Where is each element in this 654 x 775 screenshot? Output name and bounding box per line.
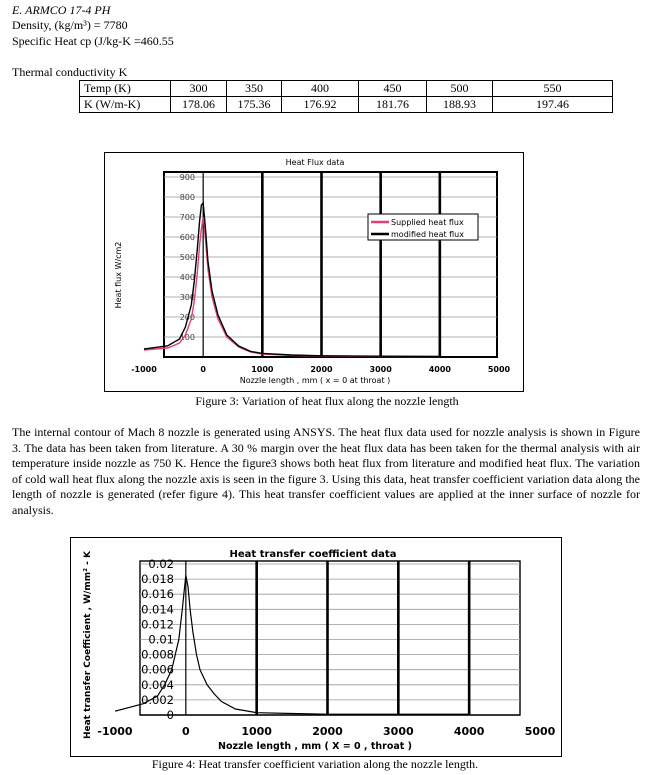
x-tick-label: 5000: [487, 365, 511, 374]
heat-transfer-coefficient-chart: [70, 537, 562, 757]
table-cell: 178.06: [171, 97, 227, 113]
table-cell: 350: [227, 81, 282, 97]
conductivity-table: [79, 80, 613, 113]
y-axis-label: Heat transfer Coefficient , W/mm² - K: [83, 550, 93, 740]
x-tick-label: -1000: [97, 725, 133, 738]
x-tick-label: 2000: [310, 365, 333, 374]
y-tick-label: 500: [179, 252, 195, 262]
table-row: [80, 81, 613, 97]
x-tick-label: 4000: [428, 365, 451, 374]
y-tick-label: 200: [179, 312, 195, 322]
y-axis-label: Heat flux W/cm2: [114, 241, 123, 309]
heat-flux-chart: [104, 152, 524, 392]
y-tick-label: 0.016: [141, 587, 174, 602]
y-tick-label: 600: [179, 232, 195, 242]
figure3-caption: Figure 3: Variation of heat flux along the nozzle length: [195, 394, 459, 408]
y-tick-label: 0.004: [141, 677, 174, 692]
y-tick-label: 800: [179, 192, 195, 202]
conductivity-label: Thermal conductivity K: [12, 65, 128, 79]
specific-heat-text: Specific Heat cp (J/kg-K =460.55: [12, 34, 174, 48]
legend-label: Supplied heat flux: [391, 218, 464, 227]
x-tick-label: 1000: [251, 365, 274, 374]
table-header-cell: K (W/m-K): [80, 97, 171, 113]
y-tick-label: 700: [179, 212, 195, 222]
table-cell: 181.76: [359, 97, 427, 113]
x-tick-label: 5000: [524, 725, 556, 738]
y-tick-label: 900: [179, 172, 195, 182]
x-tick-label: 4000: [453, 725, 485, 738]
table-cell: 188.93: [427, 97, 493, 113]
table-cell: 500: [427, 81, 493, 97]
x-axis-label: Nozzle length , mm ( X = 0 , throat ): [218, 741, 412, 752]
figure4-caption: Figure 4: Heat transfer coefficient variation along the nozzle length.: [151, 757, 479, 771]
table-cell: 450: [359, 81, 427, 97]
y-tick-label: 0.01: [148, 632, 174, 647]
y-tick-label: 0.02: [148, 557, 174, 572]
chart-title: Heat Flux data: [285, 158, 345, 167]
x-tick-label: 0: [182, 725, 190, 738]
body-paragraph: The internal contour of Mach 8 nozzle is generated using ANSYS. The heat flux data used for nozzle analysis is shown in Figure 3. The data has been taken from literature. A 30 % margin over the heat flux data has been taken for the thermal analysis with air temperature inside nozzle as 750 K. Hence the figure3 shows both heat flux from literature and modified heat flux. The variation of cold wall heat flux along the nozzle axis is seen in the figure 3. Using this data, heat transfer coefficient variation data along the length of nozzle is generated (refer figure 4). This heat transfer coefficient values are applied at the inner surface of nozzle for analysis.: [12, 425, 640, 517]
table-cell: 300: [171, 81, 227, 97]
y-tick-label: 0.012: [141, 617, 174, 632]
y-tick-label: 0.008: [141, 647, 174, 662]
chart-title: Heat transfer coefficient data: [229, 549, 397, 560]
x-tick-label: 3000: [369, 365, 392, 374]
table-cell: 176.92: [282, 97, 359, 113]
y-tick-label: 0.018: [141, 572, 174, 587]
y-tick-label: 100: [179, 332, 195, 342]
y-tick-label: 0: [166, 708, 174, 723]
table-cell: 175.36: [227, 97, 282, 113]
x-tick-label: 2000: [312, 725, 343, 738]
table-cell: 550: [493, 81, 613, 97]
x-axis-label: Nozzle length , mm ( x = 0 at throat ): [239, 376, 391, 385]
y-tick-label: 0.014: [141, 602, 174, 617]
x-tick-label: 3000: [383, 725, 414, 738]
table-header-cell: Temp (K): [80, 81, 171, 97]
x-tick-label: 1000: [241, 725, 272, 738]
y-tick-label: 0.006: [141, 662, 174, 677]
y-tick-label: 400: [179, 272, 195, 282]
x-tick-label: 0: [200, 365, 206, 374]
table-cell: 400: [282, 81, 359, 97]
section-heading: E. ARMCO 17-4 PH: [12, 3, 111, 17]
table-cell: 197.46: [493, 97, 613, 113]
density-text: Density, (kg/m³) = 7780: [12, 18, 128, 32]
y-tick-label: 0.002: [141, 692, 174, 707]
x-tick-label: -1000: [131, 365, 157, 374]
table-row: [80, 97, 613, 113]
legend-label: modified heat flux: [391, 230, 464, 239]
y-tick-label: 300: [179, 292, 195, 302]
